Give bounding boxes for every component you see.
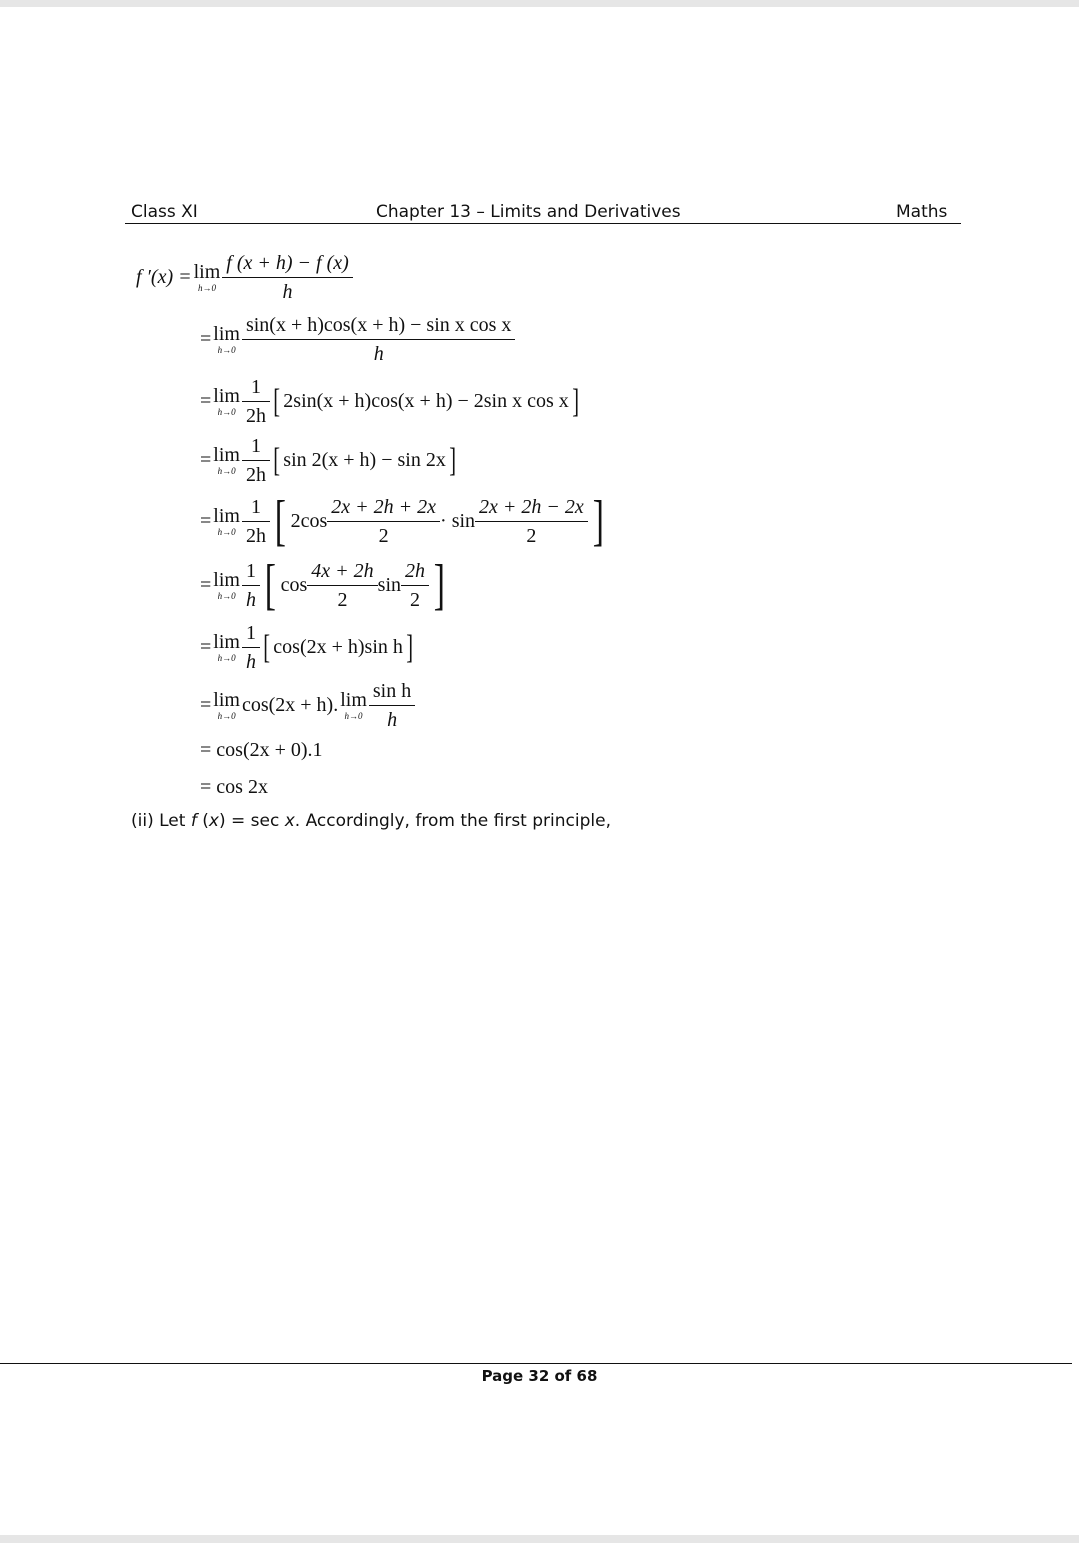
fraction xyxy=(244,622,258,673)
lim-sub: h→0 xyxy=(217,466,236,476)
fraction xyxy=(244,376,268,427)
fraction xyxy=(371,680,413,731)
numerator: 4x + 2h xyxy=(311,559,374,582)
equals: = xyxy=(200,776,212,798)
footer-rule xyxy=(0,1363,1072,1364)
text: ( xyxy=(196,811,209,831)
numerator: 1 xyxy=(245,622,256,644)
bottom-scrollbar-edge xyxy=(0,1535,1079,1543)
equation-line-10 xyxy=(200,776,268,799)
bracket-open: [ xyxy=(273,382,281,420)
denominator: 2 xyxy=(475,521,588,547)
numerator: 1 xyxy=(245,559,256,582)
denominator: h xyxy=(369,705,415,731)
limit xyxy=(194,262,221,293)
fraction xyxy=(244,496,268,547)
equation-line-9 xyxy=(200,739,323,762)
header-subject: Maths xyxy=(896,202,948,222)
numerator: 2h xyxy=(405,559,425,582)
text: ) = sec xyxy=(218,811,285,831)
lim-sub: h→0 xyxy=(217,711,236,721)
header-chapter: Chapter 13 – Limits and Derivatives xyxy=(376,202,681,222)
equation-line-6 xyxy=(200,554,450,616)
denominator: h xyxy=(242,585,260,611)
lim-sub: h→0 xyxy=(217,407,236,417)
equals: = xyxy=(200,636,212,658)
equals: = xyxy=(200,328,212,350)
bracket-body: sin 2(x + h) − sin 2x xyxy=(283,449,446,471)
cos-term: 2cos xyxy=(290,509,328,532)
fraction xyxy=(309,560,375,611)
denominator: 2h xyxy=(242,521,270,547)
equals: = xyxy=(200,573,212,596)
denominator: 2 xyxy=(327,521,440,547)
page-number: Page 32 of 68 xyxy=(481,1367,598,1385)
bracket-close: ] xyxy=(449,441,456,479)
denominator: 2h xyxy=(242,401,270,427)
lim-sub: h→0 xyxy=(217,345,236,355)
limit xyxy=(213,690,240,721)
header-rule xyxy=(125,223,961,224)
numerator: sin(x + h)cos(x + h) − sin x cos x xyxy=(245,314,512,336)
equals: = xyxy=(200,509,212,532)
lim-word: lim xyxy=(213,568,240,591)
sin-term: sin xyxy=(377,573,401,596)
expression: cos(2x + 0).1 xyxy=(216,739,323,761)
cos-term: cos xyxy=(280,573,308,596)
bracket-close: ] xyxy=(433,554,445,616)
lhs: f ′(x) = xyxy=(136,266,192,288)
bracket-open: [ xyxy=(273,441,281,479)
limit xyxy=(213,632,240,663)
lim-word: lim xyxy=(213,689,240,711)
denominator: h xyxy=(242,647,260,673)
bracket-open: [ xyxy=(274,490,286,552)
equation-line-5 xyxy=(200,490,608,552)
lim-word: lim xyxy=(213,385,240,407)
text: (ii) Let xyxy=(131,811,191,831)
fraction xyxy=(244,314,513,365)
bracket-body: cos(2x + h)sin h xyxy=(273,636,403,658)
equals: = xyxy=(200,449,212,471)
equation-line-1 xyxy=(136,252,353,303)
equals: = xyxy=(200,739,212,761)
text: x xyxy=(284,811,295,831)
lim-word: lim xyxy=(213,631,240,653)
equation-line-3 xyxy=(200,376,582,427)
lim-word: lim xyxy=(213,444,240,466)
top-scrollbar-edge xyxy=(0,0,1079,7)
numerator: 1 xyxy=(250,435,261,457)
lim-sub: h→0 xyxy=(217,653,236,663)
bracket-close: ] xyxy=(406,628,413,666)
numerator: 2x + 2h + 2x xyxy=(331,495,437,518)
lim-sub: h→0 xyxy=(344,711,363,721)
header-class: Class XI xyxy=(131,202,198,222)
limit xyxy=(340,690,367,721)
denominator: h xyxy=(222,277,353,303)
fraction xyxy=(244,560,258,611)
lim-sub: h→0 xyxy=(217,590,236,601)
limit xyxy=(213,570,240,601)
denominator: 2 xyxy=(307,585,377,611)
fraction xyxy=(224,252,351,303)
numerator: 1 xyxy=(250,495,261,518)
bracket-open: [ xyxy=(264,554,276,616)
numerator: 2x + 2h − 2x xyxy=(479,495,584,518)
bracket-body: 2sin(x + h)cos(x + h) − 2sin x cos x xyxy=(283,390,569,412)
equation-line-8 xyxy=(200,680,415,731)
lim-sub: h→0 xyxy=(217,526,236,537)
text: x xyxy=(208,811,219,831)
numerator: sin h xyxy=(372,680,412,702)
expression: cos 2x xyxy=(216,776,268,798)
sin-term: · sin xyxy=(440,509,476,532)
numerator: 1 xyxy=(250,376,261,398)
fraction xyxy=(244,435,268,486)
numerator: f (x + h) − f (x) xyxy=(226,252,349,274)
lim-word: lim xyxy=(193,261,221,283)
text: f xyxy=(190,811,197,831)
bracket-open: [ xyxy=(263,628,271,666)
lim-word: lim xyxy=(213,323,240,345)
equation-line-7 xyxy=(200,622,416,673)
bracket-close: ] xyxy=(572,382,579,420)
denominator: 2h xyxy=(242,460,270,486)
limit xyxy=(213,445,240,476)
limit xyxy=(213,386,240,417)
equals: = xyxy=(200,694,212,716)
denominator: 2 xyxy=(401,585,429,611)
paragraph-part-ii xyxy=(131,811,611,831)
fraction xyxy=(329,496,438,547)
lim-word: lim xyxy=(340,689,367,711)
fraction xyxy=(477,496,586,547)
fraction xyxy=(403,560,427,611)
equation-line-4 xyxy=(200,435,459,486)
lim-sub: h→0 xyxy=(197,283,216,293)
equation-line-2 xyxy=(200,314,515,365)
lim-word: lim xyxy=(213,504,240,527)
limit xyxy=(213,506,240,537)
denominator: h xyxy=(242,339,515,365)
limit xyxy=(213,324,240,355)
text: . Accordingly, from the first principle, xyxy=(294,811,611,831)
equals: = xyxy=(200,390,212,412)
bracket-close: ] xyxy=(592,490,604,552)
cos-term: cos(2x + h). xyxy=(241,694,339,716)
